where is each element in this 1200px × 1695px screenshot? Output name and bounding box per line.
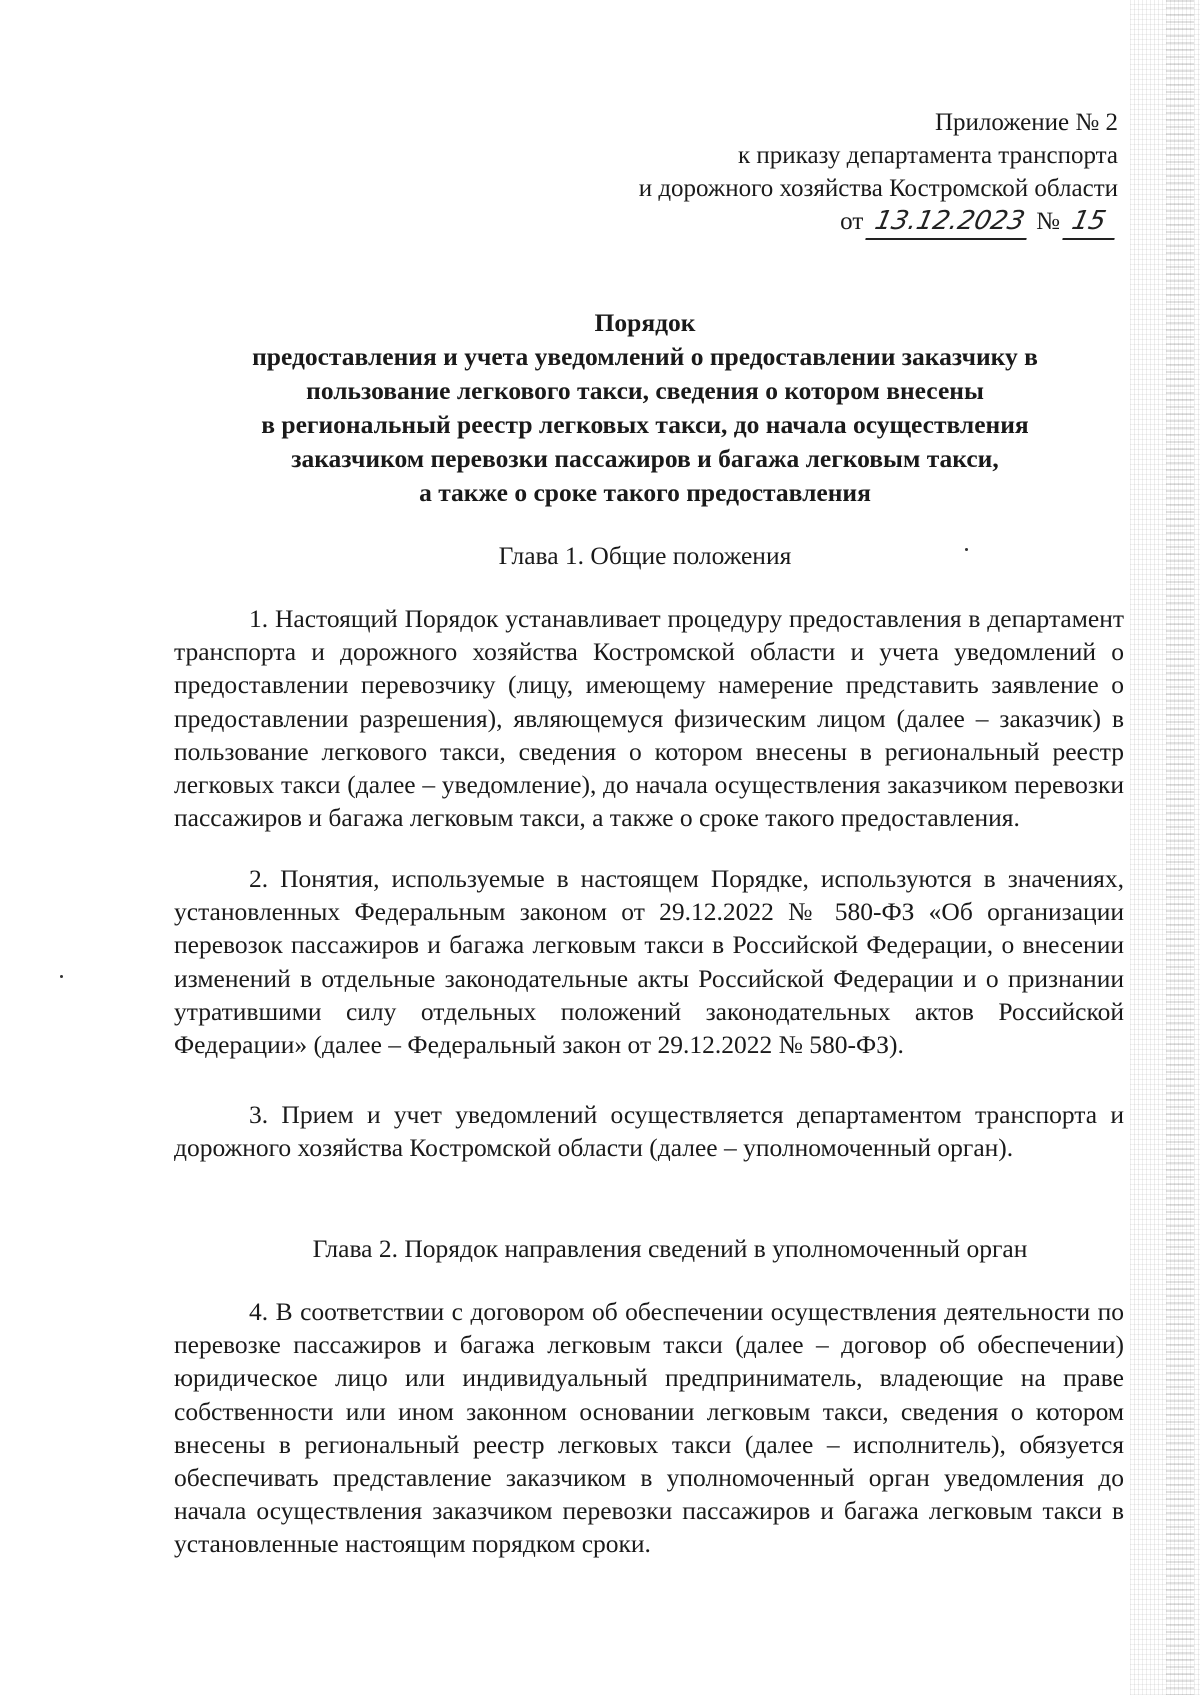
handwritten-date: 13.12.2023 (866, 205, 1034, 240)
document-title (150, 306, 1140, 510)
chapter-2-heading: Глава 2. Порядок направления сведений в уполномоченный орган (312, 1234, 1028, 1263)
appendix-department: и дорожного хозяйства Костромской области (638, 175, 1118, 202)
chapter-1-heading: Глава 1. Общие положения (498, 541, 792, 570)
paragraph-3: 3. Прием и учет уведомлений осуществляется департаментом транспорта и дорожного хозяйства Костромской области (далее – уполномоченный орган). (174, 1100, 1124, 1163)
order-date-line (840, 205, 1118, 240)
paragraph-1: 1. Настоящий Порядок устанавливает процедуру предоставления в департамент транспорта и дорожного хозяйства Костромской области и учета уведомлений о предоставлении перевозчику (лицу, имеющему намерение представить заявление о предоставлении разрешения), являющемуся физическим лицом (далее – заказчик) в пользование легкового такси, сведения о котором внесены в региональный реестр легковых такси (далее – уведомление), до начала осуществления заказчиком перевозки пассажиров и багажа легковым такси, а также о сроке такого предоставления. (174, 604, 1124, 833)
title-line: в региональный реестр легковых такси, до начала осуществления (261, 410, 1029, 439)
title-line: предоставления и учета уведомлений о предоставлении заказчику в (252, 342, 1038, 371)
paragraph-4: 4. В соответствии с договором об обеспечении осуществления деятельности по перевозке пассажиров и багажа легковым такси (далее – договор об обеспечении) юридическое лицо или индивидуальный предприниматель, владеющие на праве собственности или ином законном основании легковым такси, сведения о котором внесены в региональный реестр легковых такси (далее – исполнитель), обязуется обеспечивать представление заказчиком в уполномоченный орган уведомления до начала осуществления заказчиком перевозки пассажиров и багажа легковым такси в установленные настоящим порядком сроки. (174, 1297, 1124, 1559)
paragraph-2: 2. Понятия, используемые в настоящем Порядке, используются в значениях, установленных Федеральным законом от 29.12.2022 № 580-ФЗ «Об организации перевозок пассажиров и багажа легковым такси в Российской Федерации, о внесении изменений в отдельные законодательные акты Российской Федерации и о признании утратившими силу отдельных положений законодательных актов Российской Федерации» (далее – Федеральный закон от 29.12.2022 № 580-ФЗ). (174, 864, 1124, 1060)
appendix-order-ref: к приказу департамента транспорта (738, 142, 1118, 169)
scan-noise-strip (1166, 0, 1194, 1695)
title-line: а также о сроке такого предоставления (419, 478, 871, 507)
title-line: заказчиком перевозки пассажиров и багажа легковым такси, (291, 444, 999, 473)
title-line: пользование легкового такси, сведения о котором внесены (306, 376, 984, 405)
title-heading: Порядок (594, 308, 696, 337)
appendix-header (639, 106, 1118, 240)
appendix-number: Приложение № 2 (934, 109, 1118, 136)
handwritten-number: 15 (1062, 205, 1121, 240)
scan-speck (60, 975, 63, 978)
date-prefix: от (840, 208, 864, 235)
number-prefix: № (1036, 208, 1060, 235)
